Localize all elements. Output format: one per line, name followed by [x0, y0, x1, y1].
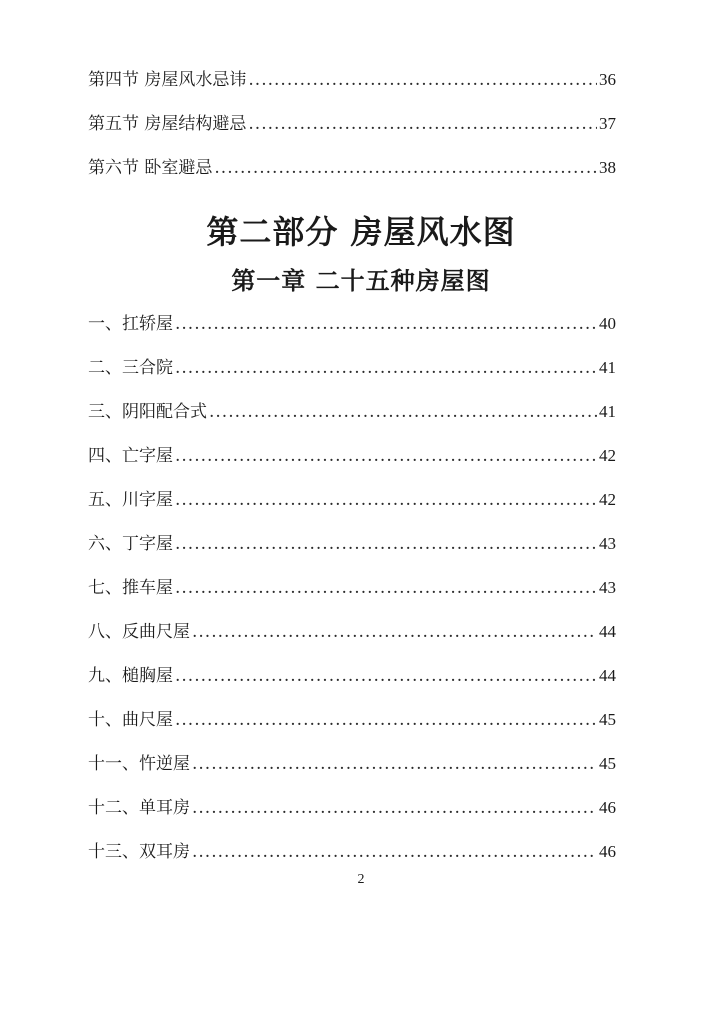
toc-section-chapter — [88, 314, 616, 886]
toc-entry-label: 四、亡字屋 — [88, 446, 173, 466]
toc-entry-label: 三、阴阳配合式 — [88, 402, 207, 422]
toc-entry-page: 42 — [599, 446, 616, 465]
toc-section-top — [88, 70, 616, 202]
toc-entry — [88, 710, 616, 754]
toc-entry-label: 第六节 卧室避忌 — [88, 158, 213, 178]
toc-leader-dots — [192, 622, 597, 642]
chapter-title: 第一章 二十五种房屋图 — [231, 266, 491, 295]
toc-leader-dots — [209, 402, 597, 422]
toc-entry — [88, 534, 616, 578]
toc-entry-page: 38 — [599, 158, 616, 177]
toc-entry — [88, 314, 616, 358]
toc-entry-label: 第四节 房屋风水忌讳 — [88, 70, 247, 90]
toc-entry-label: 第五节 房屋结构避忌 — [88, 114, 247, 134]
toc-entry-page: 44 — [599, 622, 616, 641]
toc-entry-page: 43 — [599, 534, 616, 553]
toc-entry — [88, 490, 616, 534]
toc-leader-dots — [175, 666, 597, 686]
toc-entry-page: 41 — [599, 358, 616, 377]
toc-leader-dots — [175, 578, 597, 598]
toc-entry-page: 43 — [599, 578, 616, 597]
toc-entry — [88, 578, 616, 622]
toc-leader-dots — [175, 710, 597, 730]
toc-entry-page: 45 — [599, 754, 616, 773]
toc-entry-page: 44 — [599, 666, 616, 685]
toc-entry-label: 八、反曲尺屋 — [88, 622, 190, 642]
toc-entry — [88, 358, 616, 402]
toc-entry — [88, 622, 616, 666]
toc-entry — [88, 114, 616, 158]
toc-entry — [88, 666, 616, 710]
toc-leader-dots — [248, 114, 597, 134]
toc-leader-dots — [175, 446, 597, 466]
page-number: 2 — [357, 872, 365, 887]
toc-entry-page: 46 — [599, 842, 616, 861]
toc-entry — [88, 70, 616, 114]
toc-entry-page: 36 — [599, 70, 616, 89]
toc-leader-dots — [214, 158, 597, 178]
toc-entry-label: 二、三合院 — [88, 358, 173, 378]
toc-entry-page: 42 — [599, 490, 616, 509]
toc-entry-page: 37 — [599, 114, 616, 133]
toc-entry-label: 五、川字屋 — [88, 490, 173, 510]
toc-entry-label: 十二、单耳房 — [88, 798, 190, 818]
toc-entry-label: 十三、双耳房 — [88, 842, 190, 862]
toc-entry — [88, 798, 616, 842]
toc-leader-dots — [175, 314, 597, 334]
toc-entry-page: 41 — [599, 402, 616, 421]
toc-entry-label: 六、丁字屋 — [88, 534, 173, 554]
part-title: 第二部分 房屋风水图 — [206, 213, 516, 251]
toc-leader-dots — [175, 490, 597, 510]
toc-leader-dots — [248, 70, 597, 90]
toc-entry — [88, 402, 616, 446]
toc-entry-label: 一、扛轿屋 — [88, 314, 173, 334]
toc-entry — [88, 446, 616, 490]
toc-leader-dots — [175, 534, 597, 554]
toc-entry-label: 九、槌胸屋 — [88, 666, 173, 686]
toc-entry — [88, 158, 616, 202]
toc-entry-page: 45 — [599, 710, 616, 729]
toc-leader-dots — [192, 842, 597, 862]
toc-entry-label: 十一、忤逆屋 — [88, 754, 190, 774]
toc-leader-dots — [192, 798, 597, 818]
toc-entry-page: 46 — [599, 798, 616, 817]
toc-entry-label: 十、曲尺屋 — [88, 710, 173, 730]
toc-leader-dots — [192, 754, 597, 774]
toc-entry — [88, 754, 616, 798]
toc-entry-label: 七、推车屋 — [88, 578, 173, 598]
toc-leader-dots — [175, 358, 597, 378]
toc-entry-page: 40 — [599, 314, 616, 333]
